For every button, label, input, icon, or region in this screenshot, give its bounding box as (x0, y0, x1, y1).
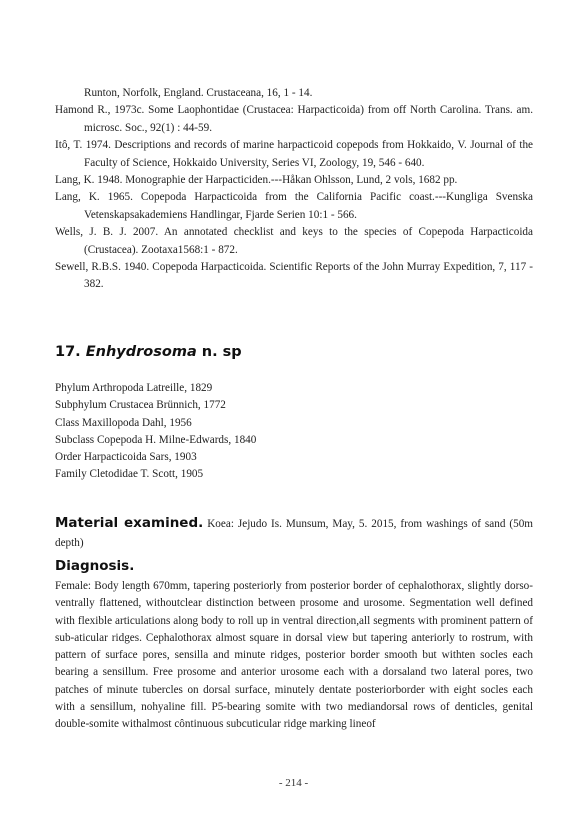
material-examined (55, 514, 533, 553)
section-genus: Enhydrosoma (85, 344, 197, 360)
material-text: Koea: Jejudo Is. Munsum, May, 5. 2015, from washings of sand (50m depth) (55, 518, 533, 550)
diagnosis-text: Female: Body length 670mm, tapering posteriorly from posterior border of cephalothorax, slightly dorso-ventrally flattened, withoutclear distinction between prosome and urosome. Segmentation well defined with flexible articulations along body to roll up in ventral direction,all segments with prominent pattern of sub-aticular ridges. Cephalothorax almost square in dorsal view but tapering anteriorly to rostrum, with pattern of surface pores, sensilla and minute ridges, posterior border smooth but withten socles each bearing a sensillum. Free prosome and anterior urosome each with a dorsaland two lateral pores, two patches of minute tubercles on dorsal surface, minutely dentate posteriorborder with eight socles each with a sensillum, nohyaline fill. P5-bearing somite with two mediandorsal rows of denticles, genital double-somite withalmost côntinuous subcuticular ridge marking lineof (55, 580, 533, 730)
section-title (55, 344, 242, 360)
section-number: 17. (55, 344, 81, 360)
taxonomy-line: Family Cletodidae T. Scott, 1905 (55, 468, 204, 481)
diagnosis-heading: Diagnosis. (55, 558, 135, 574)
reference-entry: Lang, K. 1948. Monographie der Harpacticiden.---Håkan Ohlsson, Lund, 2 vols, 1682 pp. (55, 174, 458, 187)
taxonomy-list (55, 380, 533, 484)
reference-list (55, 85, 533, 294)
reference-entry: Wells, J. B. J. 2007. An annotated checklist and keys to the species of Copepoda Harpacticoida (Crustacea). Zootaxa1568:1 - 872. (55, 226, 533, 256)
taxonomy-line: Subphylum Crustacea Brünnich, 1772 (55, 399, 226, 412)
taxonomy-line: Phylum Arthropoda Latreille, 1829 (55, 382, 213, 394)
reference-entry: Itô, T. 1974. Descriptions and records of marine harpacticoid copepods from Hokkaido, V. Journal of the Faculty of Science, Hokkaido University, Series VI, Zoology, 19, 546 - 640. (55, 139, 533, 169)
reference-entry: Hamond R., 1973c. Some Laophontidae (Crustacea: Harpacticoida) from off North Carolina. Trans. am. microsc. Soc., 92(1) : 44-59. (55, 104, 533, 134)
reference-entry: Lang, K. 1965. Copepoda Harpacticoida from the California Pacific coast.---Kungliga Svenska Vetenskapsakademiens Handlingar, Fjarde Serien 10:1 - 566. (55, 191, 533, 221)
material-heading: Material examined. (55, 515, 204, 532)
page-number: - 214 - (278, 777, 309, 789)
reference-entry: Sewell, R.B.S. 1940. Copepoda Harpacticoida. Scientific Reports of the John Murray Expedition, 7, 117 - 382. (55, 261, 533, 291)
taxonomy-line: Subclass Copepoda H. Milne-Edwards, 1840 (55, 433, 257, 446)
reference-entry: Runton, Norfolk, England. Crustaceana, 16, 1 - 14. (84, 87, 313, 99)
taxonomy-line: Class Maxillopoda Dahl, 1956 (55, 416, 192, 429)
taxonomy-line: Order Harpacticoida Sars, 1903 (55, 451, 197, 464)
section-suffix: n. sp (201, 344, 242, 360)
